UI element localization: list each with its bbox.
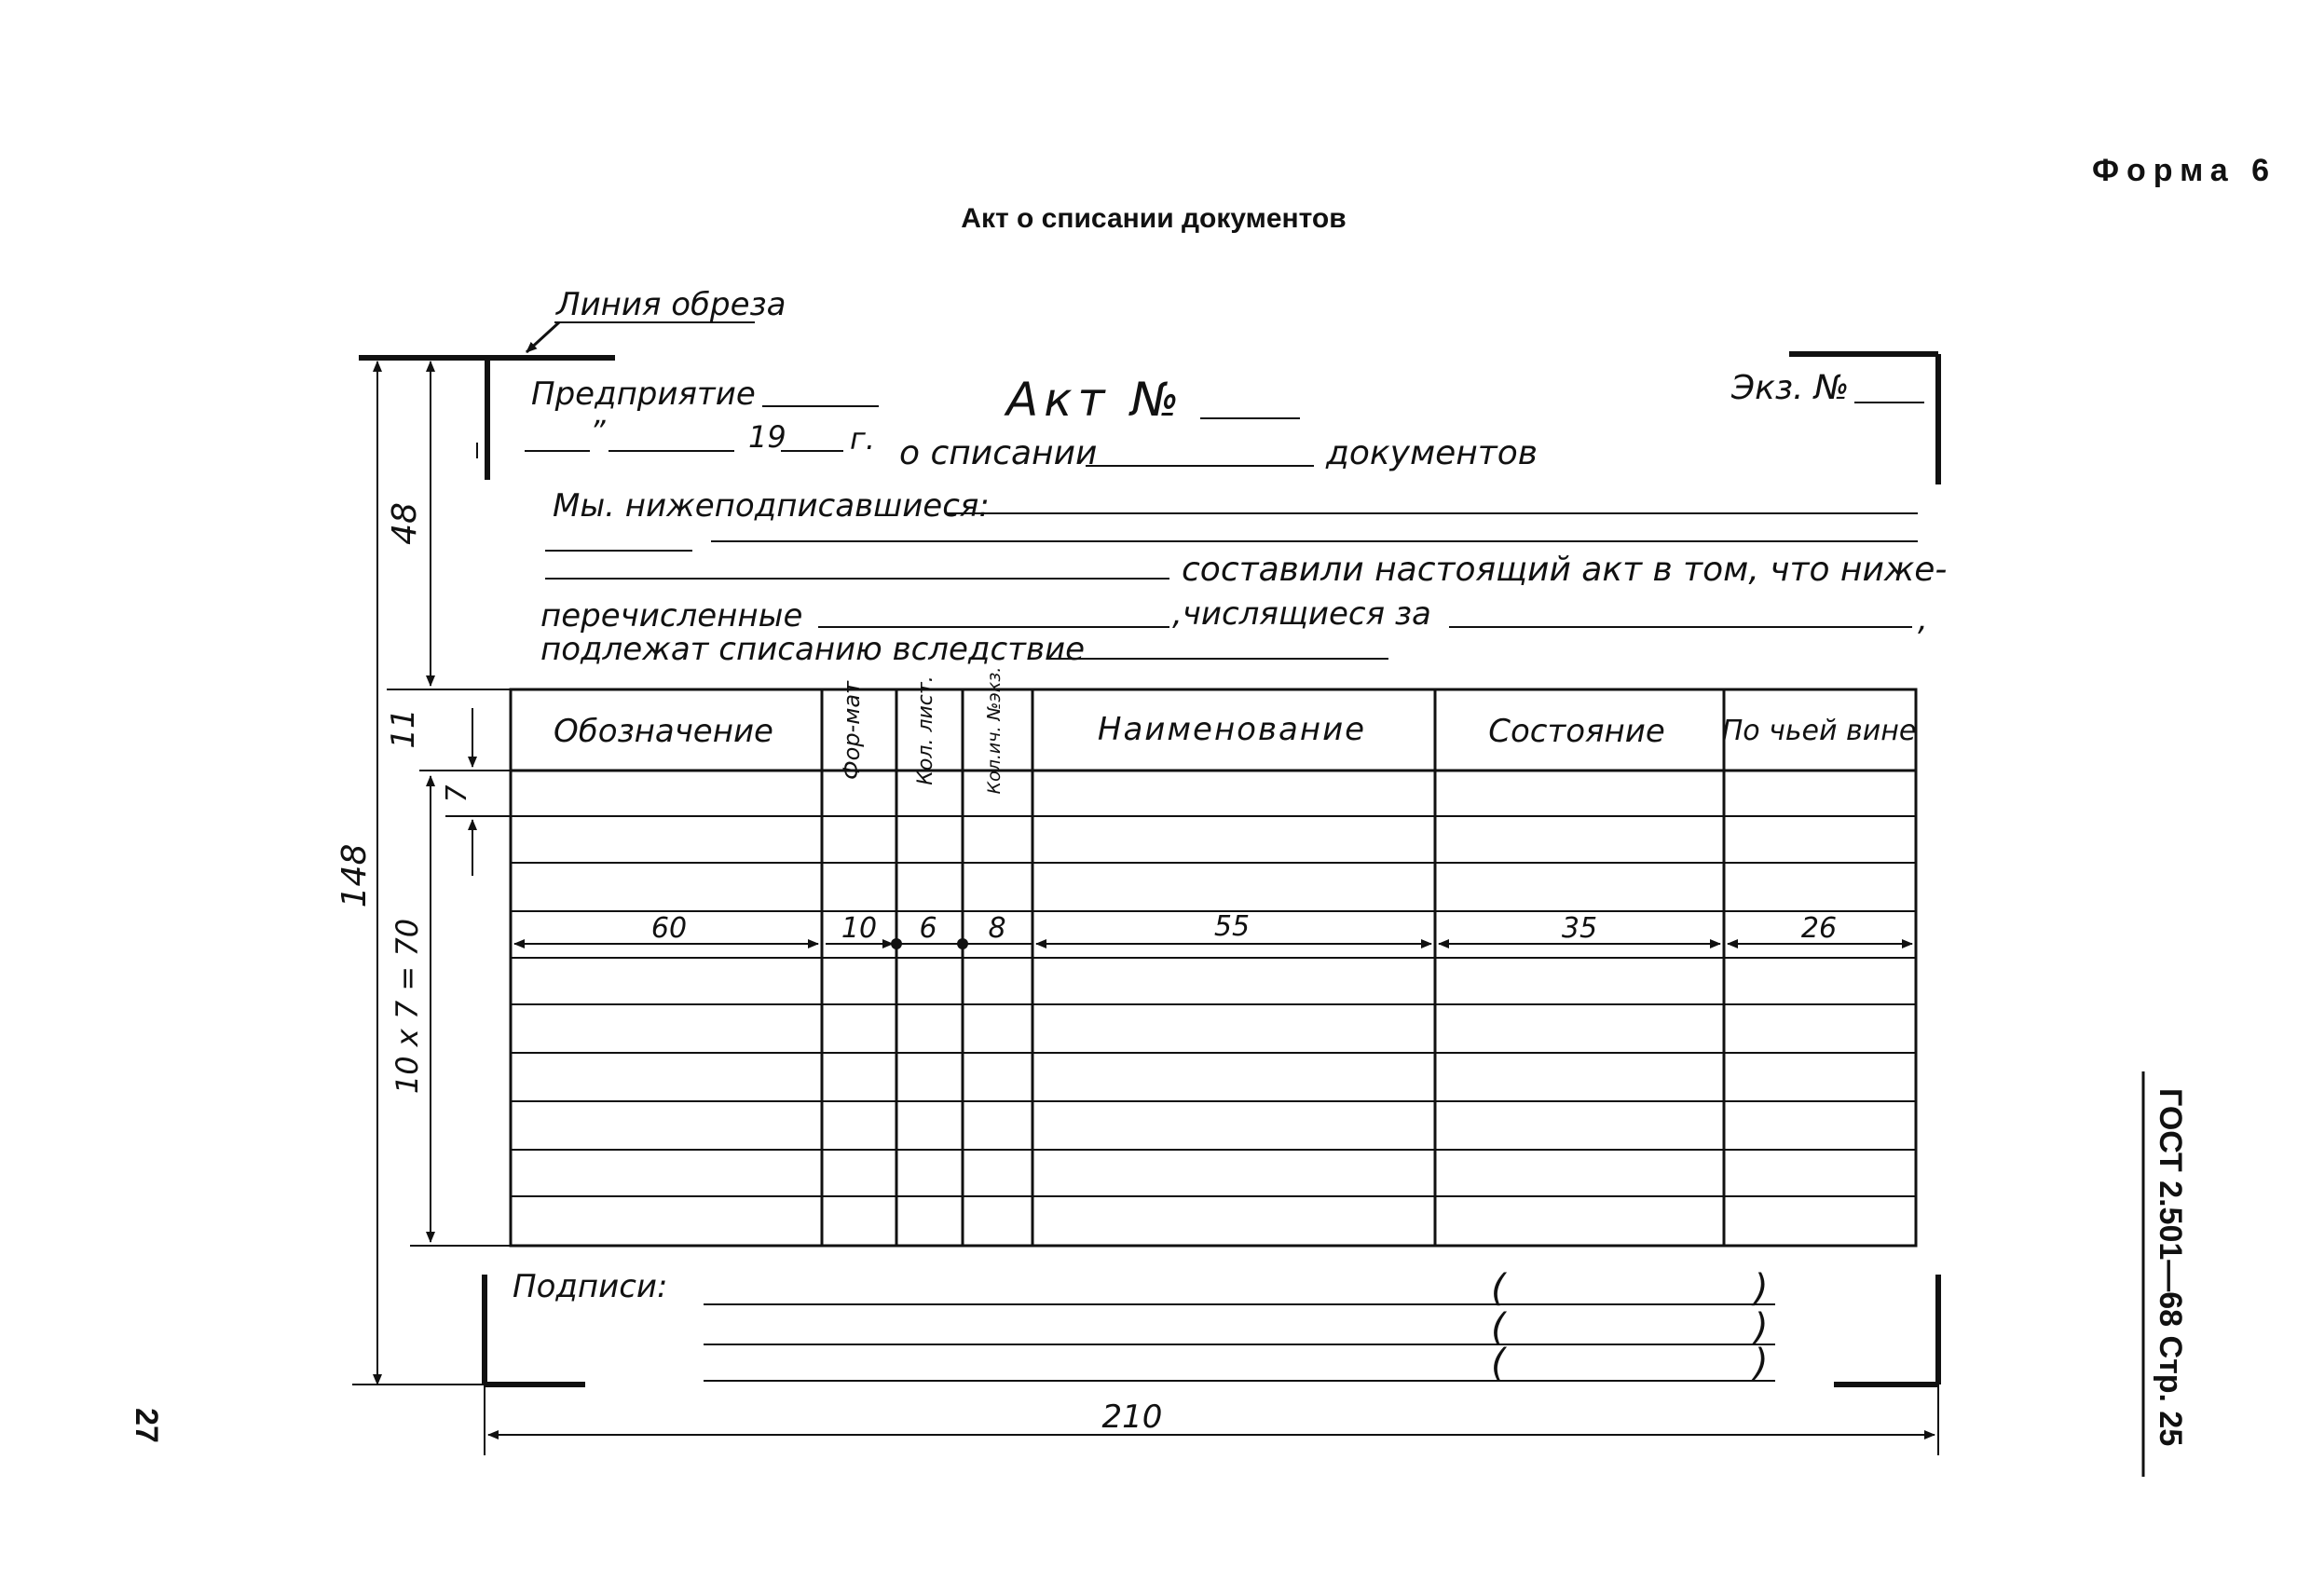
dim-rows-total: 10 x 7 = 70 [390,918,425,1095]
cut-line-label: Линия обреза [556,286,786,323]
documents-label: документов [1326,434,1538,472]
copy-number-label: Экз. № [1731,369,1850,407]
write-off-table [511,667,1916,1246]
dim-total-height: 148 [335,843,374,908]
dim-header-height: 11 [385,708,422,749]
dim-total-width: 210 [1101,1398,1163,1436]
signature-paren-open-3: ( [1491,1342,1506,1385]
subject-label: подлежат списанию вследствие [540,631,1086,668]
about-label: о списании [899,434,1098,472]
enterprise-label: Предприятие [531,375,756,413]
signature-paren-open-1: ( [1491,1267,1506,1310]
counted-label: ,числящиеся за [1172,595,1431,633]
date-year-prefix: 19 [748,419,786,455]
cut-line-leader [526,322,559,352]
col-width-format: 10 [841,912,878,945]
signatures-label: Подписи: [513,1268,668,1305]
header-designation: Обозначение [554,713,773,750]
date-year-suffix: г. [850,421,875,457]
compiled-text: составили настоящий акт в том, что ниже- [1182,551,1948,589]
form-label: Форма 6 [2092,153,2277,188]
header-name: Наименование [1097,711,1367,748]
header-format: Фор-мат [839,680,865,781]
date-quote: ” [590,414,606,449]
dim-row-height: 7 [441,784,473,803]
table-frame [511,689,1916,1246]
undersigned-label: Мы. нижеподписавшиеся: [553,487,990,525]
col-dim-dot-1 [891,938,902,949]
header-fault: По чьей вине [1721,715,1917,747]
dim-top-block: 48 [386,502,424,545]
col-width-sheets: 6 [919,912,937,945]
signature-paren-close-3: ) [1754,1342,1769,1385]
col-width-condition: 35 [1561,912,1598,945]
page-number: 27 [129,1408,164,1443]
act-number-label: Акт № [1006,373,1185,427]
counted-comma: , [1918,601,1928,638]
listed-label: перечисленные [540,597,803,634]
col-dim-dot-2 [957,938,968,949]
signature-paren-close-2: ) [1754,1306,1769,1349]
document-title: Акт о списании документов [961,203,1347,234]
header-condition: Состояние [1488,713,1665,750]
col-width-fault: 26 [1800,912,1838,945]
header-copies: Кол.ич. №экз. [984,666,1005,795]
signature-paren-close-1: ) [1754,1267,1769,1310]
header-sheets: Кол. лист. [914,675,937,785]
col-width-designation: 60 [650,912,688,945]
col-width-name: 55 [1213,910,1251,943]
col-width-copies: 8 [988,912,1006,945]
signature-paren-open-2: ( [1491,1306,1506,1349]
standard-reference: ГОСТ 2.501—68 Стр. 25 [2153,1088,2188,1447]
